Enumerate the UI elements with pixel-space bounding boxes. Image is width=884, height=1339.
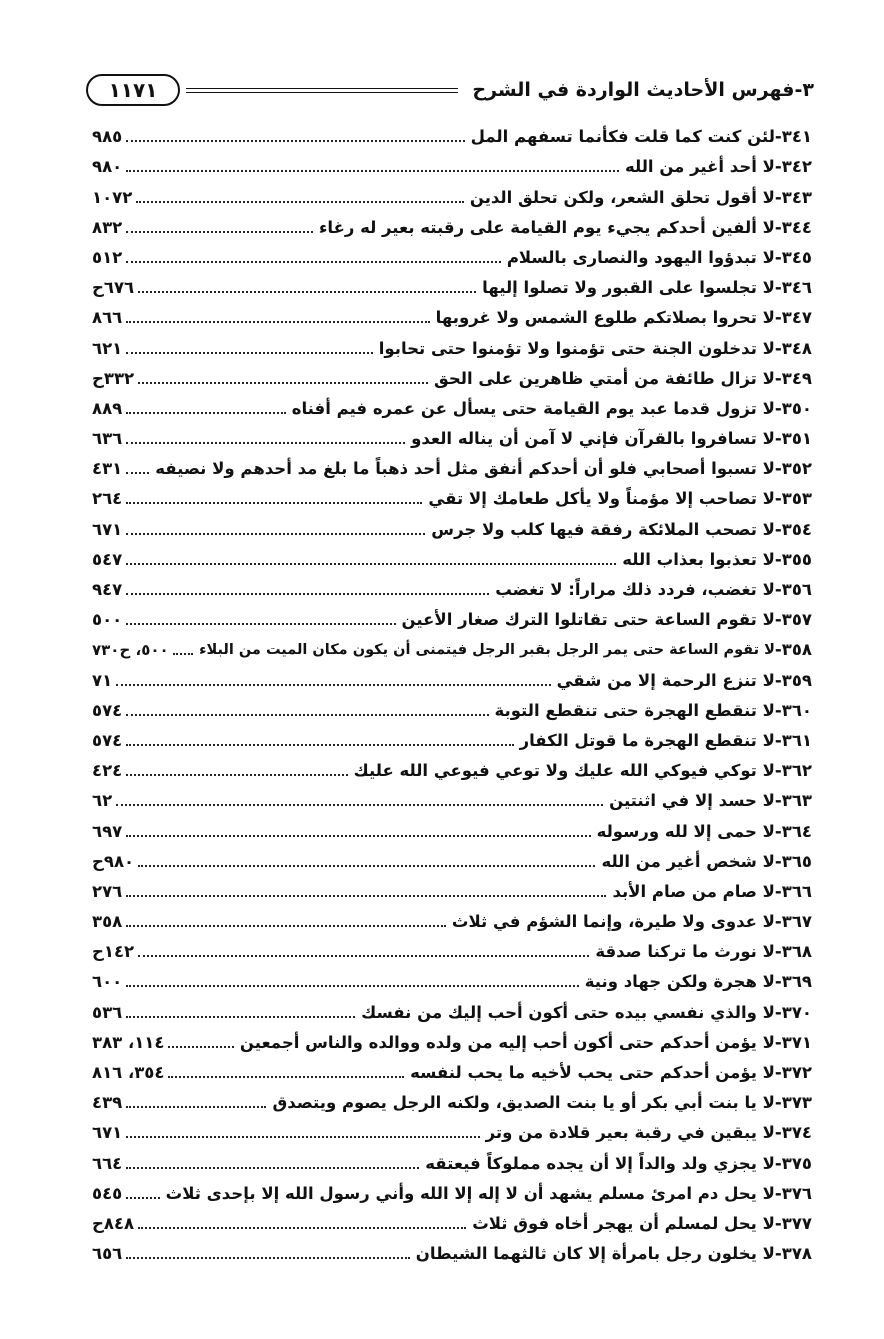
entry-hadith-text: لا تنقطع الهجرة حتى تنقطع التوبة: [494, 700, 775, 720]
dot-leader: [126, 1136, 479, 1138]
index-entry: [92, 148, 812, 178]
entry-hadith-text: لا تنقطع الهجرة ما قوتل الكفار: [519, 730, 775, 750]
dot-leader: [173, 653, 193, 655]
dot-leader: [126, 714, 488, 716]
entry-number: ٣٦٣-: [774, 791, 812, 811]
entry-number: ٣٤٥-: [774, 247, 812, 267]
entry-page-reference: ٦٩٧: [92, 821, 123, 841]
section-title: ٣-فهرس الأحاديث الواردة في الشرح: [472, 79, 814, 101]
index-entry: [92, 118, 812, 148]
entry-page-reference: ٦٦٤: [92, 1153, 123, 1173]
entry-number: ٣٧٣-: [774, 1093, 812, 1113]
entry-number: ٣٦٢-: [774, 761, 812, 781]
index-entry: [92, 209, 812, 239]
entry-page-reference: ٩٨٠ح: [92, 851, 135, 871]
dot-leader: [126, 533, 425, 535]
hadith-index-list: [92, 118, 812, 1265]
entry-page-reference: ٢٧٦: [92, 881, 123, 901]
index-entry: [92, 510, 812, 540]
entry-page-reference: ٥١٢: [92, 247, 123, 267]
entry-page-reference: ٣٣٢ح: [92, 368, 135, 388]
entry-number: ٣٧١-: [774, 1032, 812, 1052]
entry-hadith-text: لا تقوم الساعة حتى يمر الرجل بقبر الرجل فيتمنى أن يكون مكان الميت من البلاء: [199, 642, 775, 659]
index-entry: [92, 692, 812, 722]
entry-hadith-text: لا تبدؤوا اليهود والنصارى بالسلام: [506, 247, 775, 267]
entry-hadith-text: لا تعذبوا بعذاب الله: [622, 549, 775, 569]
index-entry: [92, 480, 812, 510]
entry-number: ٣٥٢-: [774, 459, 812, 479]
index-entry: [92, 812, 812, 842]
dot-leader: [138, 291, 476, 293]
entry-page-reference: ٦٧٦ح: [92, 278, 135, 298]
dot-leader: [126, 1106, 266, 1108]
page-number-badge: ١١٧١: [86, 74, 180, 106]
entry-number: ٣٥٠-: [774, 398, 812, 418]
index-entry: [92, 873, 812, 903]
entry-number: ٣٥٧-: [774, 610, 812, 630]
index-entry: [92, 541, 812, 571]
entry-hadith-text: لا توكي فيوكي الله عليك ولا توعي فيوعي الله عليك: [353, 761, 775, 781]
entry-number: ٣٧٢-: [774, 1063, 812, 1082]
entry-page-reference: ٦٢١: [92, 338, 123, 358]
entry-page-reference: ١١٤، ٣٨٣: [92, 1032, 165, 1052]
index-entry: [92, 1114, 812, 1144]
entry-number: ٣٧٧-: [774, 1213, 812, 1233]
index-entry: [92, 933, 812, 963]
entry-number: ٣٥٥-: [774, 549, 812, 569]
index-entry: [92, 1054, 812, 1084]
index-entry: [92, 329, 812, 359]
dot-leader: [126, 1167, 419, 1169]
index-entry: [92, 993, 812, 1023]
dot-leader: [168, 1046, 233, 1048]
entry-number: ٣٦٠-: [774, 700, 812, 720]
dot-leader: [116, 684, 550, 686]
index-entry: [92, 269, 812, 299]
header-rule: [186, 88, 458, 93]
index-entry: [92, 963, 812, 993]
entry-number: ٣٤٧-: [774, 308, 812, 328]
entry-page-reference: ٣٥٨: [92, 912, 123, 932]
dot-leader: [126, 623, 395, 625]
entry-number: ٣٥٤-: [774, 519, 812, 539]
entry-page-reference: ٩٨٥: [92, 127, 123, 147]
entry-hadith-text: لئن كنت كما قلت فكأنما تسفهم المل: [470, 127, 775, 147]
entry-page-reference: ٤٣٩: [92, 1093, 123, 1113]
dot-leader: [126, 231, 313, 233]
entry-page-reference: ٦٠٠: [92, 972, 123, 992]
dot-leader: [126, 261, 501, 263]
dot-leader: [138, 382, 428, 384]
entry-hadith-text: لا تقوم الساعة حتى تقاتلوا الترك صغار الأعين: [401, 610, 775, 630]
entry-hadith-text: لا تسافروا بالقرآن فإني لا آمن أن يناله العدو: [411, 429, 775, 449]
dot-leader: [126, 1197, 159, 1199]
entry-hadith-text: لا تغضب، فردد ذلك مراراً: لا تغضب: [495, 580, 775, 599]
entry-number: ٣٥٩-: [774, 670, 812, 690]
entry-page-reference: ٥٣٦: [92, 1002, 123, 1022]
entry-number: ٣٥٦-: [774, 580, 812, 599]
dot-leader: [126, 985, 579, 987]
entry-hadith-text: لا حسد إلا في اثنتين: [609, 791, 775, 811]
entry-hadith-text: لا يحل لمسلم أن يهجر أخاه فوق ثلاث: [472, 1213, 775, 1233]
dot-leader: [126, 170, 619, 172]
entry-page-reference: ٧١: [92, 670, 113, 690]
index-entry: [92, 1235, 812, 1265]
dot-leader: [126, 321, 429, 323]
entry-page-reference: ٨٦٦: [92, 308, 123, 328]
index-entry: [92, 631, 812, 661]
dot-leader: [138, 865, 595, 867]
entry-number: ٣٧٤-: [774, 1123, 812, 1143]
entry-page-reference: ٩٤٧: [92, 580, 123, 599]
entry-page-reference: ٤٣١: [92, 459, 123, 479]
dot-leader: [126, 593, 489, 595]
entry-page-reference: ٨٣٢: [92, 217, 123, 237]
entry-hadith-text: لا يؤمن أحدكم حتى يحب لأخيه ما يحب لنفسه: [410, 1063, 775, 1082]
entry-number: ٣٤٢-: [774, 157, 812, 177]
entry-page-reference: ٦٣٦: [92, 429, 123, 449]
entry-page-reference: ٦٢: [92, 791, 113, 811]
dot-leader: [126, 774, 347, 776]
entry-page-reference: ٦٧١: [92, 1123, 123, 1143]
entry-hadith-text: لا يؤمن أحدكم حتى أكون أحب إليه من ولده ووالده والناس أجمعين: [239, 1032, 775, 1052]
entry-hadith-text: لا تصحب الملائكة رفقة فيها كلب ولا جرس: [431, 519, 775, 539]
index-entry: [92, 1024, 812, 1054]
entry-page-reference: ٥٠٠: [92, 610, 123, 630]
entry-number: ٣٥١-: [774, 429, 812, 449]
index-entry: [92, 450, 812, 480]
entry-number: ٣٤٤-: [774, 217, 812, 237]
entry-page-reference: ٥٧٤: [92, 730, 123, 750]
dot-leader: [126, 442, 405, 444]
entry-number: ٣٤٣-: [774, 187, 812, 207]
dot-leader: [126, 352, 373, 354]
entry-hadith-text: لا يبقين في رقبة بعير قلادة من وتر: [485, 1123, 775, 1143]
entry-page-reference: ٨٤٨ح: [92, 1213, 135, 1233]
entry-page-reference: ٦٧١: [92, 519, 123, 539]
index-entry: [92, 661, 812, 691]
index-entry: [92, 1144, 812, 1174]
entry-number: ٣٧٦-: [774, 1183, 812, 1203]
entry-number: ٣٤٨-: [774, 338, 812, 358]
index-entry: [92, 1205, 812, 1235]
entry-hadith-text: لا أقول تحلق الشعر، ولكن تحلق الدين: [469, 187, 775, 207]
entry-hadith-text: لا يحل دم امرئ مسلم يشهد أن لا إله إلا الله وأني رسول الله إلا بإحدى ثلاث: [165, 1183, 775, 1203]
entry-hadith-text: لا تنزع الرحمة إلا من شقي: [556, 670, 775, 690]
entry-page-reference: ١٠٧٢: [92, 187, 133, 207]
index-entry: [92, 843, 812, 873]
entry-hadith-text: لا يجزي ولد والداً إلا أن يجده مملوكاً فيعتقه: [425, 1153, 775, 1173]
entry-hadith-text: لا يا بنت أبي بكر أو يا بنت الصديق، ولكنه الرجل يصوم ويتصدق: [272, 1093, 775, 1113]
entry-number: ٣٦٦-: [774, 881, 812, 901]
dot-leader: [126, 1016, 355, 1018]
entry-hadith-text: لا هجرة ولكن جهاد ونية: [584, 972, 775, 992]
entry-number: ٣٤٩-: [774, 368, 812, 388]
dot-leader: [126, 472, 149, 474]
entry-number: ٣٧٥-: [774, 1153, 812, 1173]
entry-hadith-text: لا أحد أغير من الله: [624, 157, 775, 177]
page-header: [86, 70, 814, 110]
entry-page-reference: ٨٨٩: [92, 398, 123, 418]
entry-page-reference: ٦٥٦: [92, 1244, 123, 1264]
entry-hadith-text: لا عدوى ولا طيرة، وإنما الشؤم في ثلاث: [451, 912, 775, 932]
index-entry: [92, 178, 812, 208]
dot-leader: [126, 412, 286, 414]
index-entry: [92, 752, 812, 782]
entry-number: ٣٤٦-: [774, 278, 812, 298]
entry-number: ٣٦٨-: [774, 942, 812, 962]
dot-leader: [136, 201, 464, 203]
entry-hadith-text: لا صام من صام الأبد: [612, 881, 775, 901]
entry-hadith-text: لا شخص أغير من الله: [601, 851, 775, 871]
dot-leader: [126, 140, 464, 142]
entry-hadith-text: لا تزول قدما عبد يوم القيامة حتى يسأل عن عمره فيم أفناه: [291, 398, 775, 418]
dot-leader: [138, 1227, 466, 1229]
entry-page-reference: ٩٨٠: [92, 157, 123, 177]
index-entry: [92, 782, 812, 812]
index-entry: [92, 601, 812, 631]
dot-leader: [126, 563, 616, 565]
entry-number: ٣٦٩-: [774, 972, 812, 992]
entry-hadith-text: لا تزال طائفة من أمتي ظاهرين على الحق: [434, 368, 775, 388]
index-entry: [92, 390, 812, 420]
entry-page-reference: ٥٤٥: [92, 1183, 123, 1203]
entry-hadith-text: لا تدخلون الجنة حتى تؤمنوا ولا تؤمنوا حتى تحابوا: [378, 338, 775, 358]
index-entry: [92, 360, 812, 390]
entry-page-reference: ٥٠٠، ح٧٣٠: [92, 641, 169, 660]
entry-number: ٣٧٨-: [774, 1244, 812, 1264]
entry-page-reference: ٥٤٧: [92, 549, 123, 569]
index-entry: [92, 571, 812, 601]
entry-number: ٣٥٣-: [774, 489, 812, 509]
index-entry: [92, 239, 812, 269]
index-entry: [92, 420, 812, 450]
entry-number: ٣٦٥-: [774, 851, 812, 871]
index-entry: [92, 1175, 812, 1205]
entry-number: ٣٦١-: [774, 730, 812, 750]
entry-number: ٣٧٠-: [774, 1002, 812, 1022]
entry-number: ٣٤١-: [774, 127, 812, 147]
entry-number: ٣٥٨-: [774, 640, 812, 660]
entry-hadith-text: لا تسبوا أصحابي فلو أن أحدكم أنفق مثل أحد ذهباً ما بلغ مد أحدهم ولا نصيفه: [155, 459, 775, 479]
entry-hadith-text: لا والذي نفسي بيده حتى أكون أحب إليك من نفسك: [361, 1002, 775, 1022]
dot-leader: [138, 955, 589, 957]
entry-page-reference: ٤٢٤: [92, 761, 123, 781]
entry-number: ٣٦٤-: [774, 821, 812, 841]
dot-leader: [126, 502, 422, 504]
entry-number: ٣٦٧-: [774, 912, 812, 932]
entry-hadith-text: لا يخلون رجل بامرأة إلا كان ثالثهما الشيطان: [415, 1244, 775, 1264]
entry-hadith-text: لا حمى إلا لله ورسوله: [596, 821, 775, 841]
entry-hadith-text: لا ألفين أحدكم يجيء يوم القيامة على رقبته بعير له رغاء: [318, 217, 775, 237]
index-entry: [92, 299, 812, 329]
index-entry: [92, 722, 812, 752]
dot-leader: [168, 1076, 404, 1078]
entry-page-reference: ٥٧٤: [92, 700, 123, 720]
entry-page-reference: ٢٦٤: [92, 489, 123, 509]
entry-hadith-text: لا تصاحب إلا مؤمناً ولا يأكل طعامك إلا تقي: [428, 489, 775, 509]
dot-leader: [116, 804, 603, 806]
dot-leader: [126, 835, 590, 837]
entry-hadith-text: لا نورث ما تركنا صدقة: [595, 942, 775, 962]
index-entry: [92, 1084, 812, 1114]
dot-leader: [126, 1257, 410, 1259]
entry-page-reference: ١٤٢ح: [92, 942, 135, 962]
dot-leader: [126, 744, 513, 746]
index-entry: [92, 903, 812, 933]
entry-page-reference: ٣٥٤، ٨١٦: [92, 1063, 165, 1082]
dot-leader: [126, 895, 606, 897]
entry-hadith-text: لا تجلسوا على القبور ولا تصلوا إليها: [482, 278, 775, 298]
dot-leader: [126, 925, 446, 927]
entry-hadith-text: لا تحروا بصلاتكم طلوع الشمس ولا غروبها: [435, 308, 775, 328]
